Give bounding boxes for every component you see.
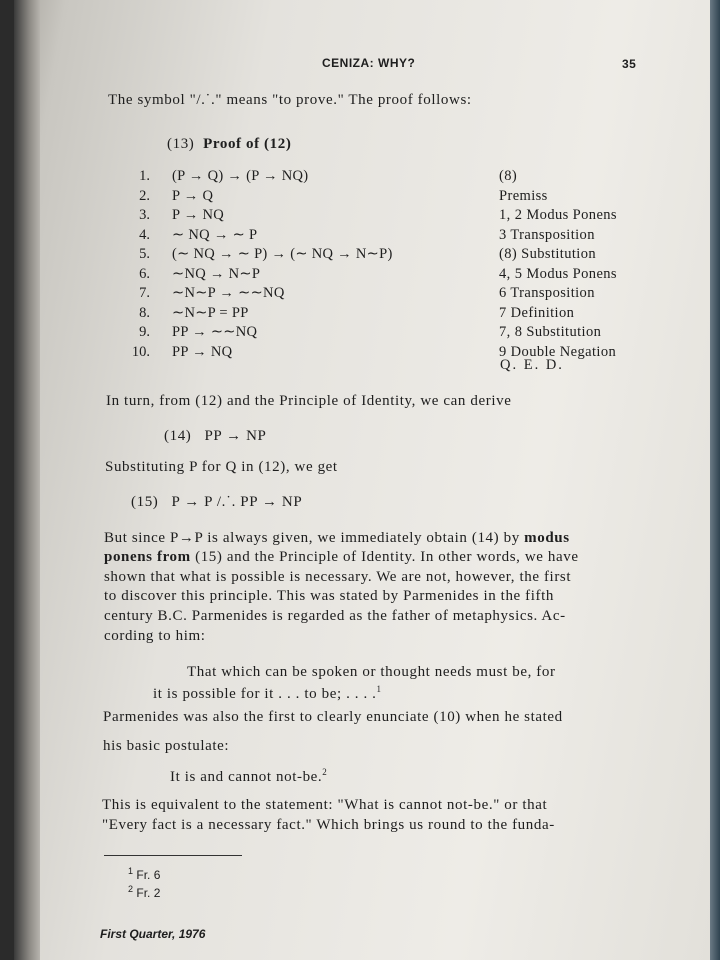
para3-line2: "Every fact is a necessary fact." Which brings us round to the funda- [102, 817, 555, 833]
para1-line4: to discover this principle. This was stated by Parmenides in the fifth [104, 588, 554, 604]
proof-step-number: 4. [139, 226, 150, 243]
proof-step-expression: P → Q [172, 187, 214, 204]
page-edge [710, 0, 720, 960]
derive-line: In turn, from (12) and the Principle of Identity, we can derive [106, 393, 512, 409]
footnote-ref-2: 2 [322, 767, 328, 777]
proof-step-justification: Premiss [499, 187, 548, 204]
proof-step-justification: 3 Transposition [499, 226, 595, 243]
proof-step-expression: PP → NQ [172, 343, 233, 360]
para1-line2: ponens from (15) and the Principle of Identity. In other words, we have [104, 549, 579, 565]
proof-step-justification: 7, 8 Substitution [499, 324, 602, 340]
proof-step-justification: 7 Definition [499, 304, 575, 321]
proof-step-justification: (8) Substitution [499, 246, 597, 262]
para1-line6: cording to him: [104, 628, 206, 644]
proof-step-justification: 4, 5 Modus Ponens [499, 265, 617, 282]
proof-step-expression: ∼NQ → N∼P [172, 265, 261, 282]
footnote-ref-1: 1 [376, 684, 382, 694]
footnote-rule [104, 855, 242, 856]
proof-step-number: 8. [139, 304, 150, 321]
running-header: CENIZA: WHY? [322, 56, 416, 70]
equation-15: (15) P → P /.˙. PP → NP [131, 494, 303, 510]
quote1-line1: That which can be spoken or thought needs must be, for [187, 664, 556, 680]
quote2: It is and cannot not-be.$^2$ [170, 767, 328, 785]
proof-step-expression: ∼ NQ → ∼ P [172, 226, 258, 243]
proof-step-justification: 9 Double Negation [499, 343, 617, 360]
qed: Q. E. D. [500, 357, 564, 373]
proof-step-justification: 1, 2 Modus Ponens [499, 207, 617, 223]
page-footer: First Quarter, 1976 [100, 927, 206, 941]
proof-step-number: 10. [131, 343, 150, 360]
proof-step-expression: (∼ NQ → ∼ P) → (∼ NQ → N∼P) [172, 246, 393, 262]
proof-title: Proof of (12) [203, 136, 292, 152]
proof-step-number: 2. [139, 187, 150, 204]
substitution-line: Substituting P for Q in (12), we get [105, 459, 338, 475]
proof-step-number: 3. [139, 207, 150, 223]
footnote-1: $^1$ Fr. 6 [128, 866, 161, 882]
quote1-line2: it is possible for it . . . to be; . . . .$^1$ [153, 684, 382, 702]
para3-line1: This is equivalent to the statement: "What is cannot not-be." or that [102, 797, 548, 813]
proof-step-number: 6. [139, 265, 150, 282]
proof-step-number: 9. [139, 324, 150, 340]
para2-line2: his basic postulate: [103, 738, 230, 754]
para2-line1: Parmenides was also the first to clearly enunciate (10) when he stated [103, 709, 563, 725]
proof-step-expression: ∼N∼P → ∼∼NQ [172, 285, 285, 301]
proof-step-expression: ∼N∼P = PP [172, 304, 249, 321]
proof-step-number: 1. [139, 168, 150, 184]
proof-step-expression: P → NQ [172, 207, 225, 223]
proof-step-number: 5. [139, 246, 150, 262]
proof-step-justification: 6 Transposition [499, 285, 595, 301]
equation-14: (14) PP → NP [164, 428, 267, 444]
para1-line3: shown that what is possible is necessary. We are not, however, the first [104, 569, 572, 585]
intro-line: The symbol "/.˙." means "to prove." The proof follows: [108, 92, 472, 108]
page-number: 35 [622, 57, 637, 71]
proof-step-justification: (8) [499, 168, 518, 184]
footnote-2: $^2$ Fr. 2 [128, 884, 161, 900]
proof-step-number: 7. [139, 285, 150, 301]
proof-label: (13) Proof of (12) [167, 136, 292, 152]
para1-line1: But since P→P is always given, we immediately obtain (14) by modus [104, 530, 570, 546]
book-spine [14, 0, 40, 960]
para1-line5: century B.C. Parmenides is regarded as the father of metaphysics. Ac- [104, 608, 566, 624]
proof-step-expression: (P → Q) → (P → NQ) [172, 168, 309, 184]
proof-step-expression: PP → ∼∼NQ [172, 324, 258, 340]
book-page [14, 0, 714, 960]
